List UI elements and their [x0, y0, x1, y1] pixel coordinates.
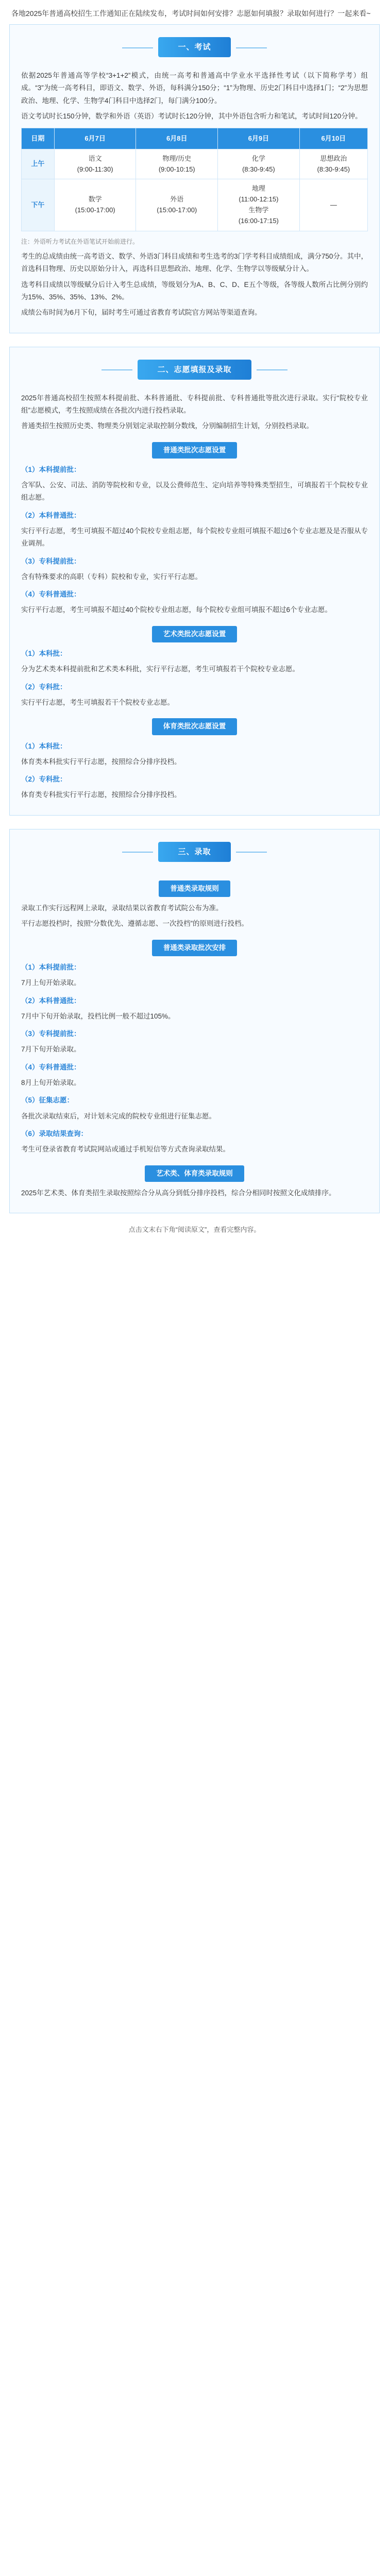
item-title: （1）本科提前批： — [21, 465, 81, 473]
list-item — [10, 681, 379, 709]
item-desc: 7月中下旬开始录取，投档比例一般不超过105%。 — [21, 1012, 175, 1020]
paragraph: 平行志愿投档时，按照“分数优先、遵循志愿、一次投档”的原则进行投档。 — [21, 920, 248, 928]
page — [0, 0, 389, 1248]
table-cell: 物理/历史 (9:00-10:15) — [136, 149, 218, 179]
section-header — [10, 347, 379, 389]
subsection-title: 体育类批次志愿设置 — [152, 718, 238, 735]
section-header — [10, 829, 379, 871]
list-item — [10, 464, 379, 504]
section-application — [9, 347, 380, 816]
table-cell: 思想政治 (8:30-9:45) — [299, 149, 367, 179]
item-desc: 7月下旬开始录取。 — [21, 1045, 81, 1054]
section-exam — [9, 24, 380, 333]
list-item — [10, 961, 379, 990]
table-header-cell: 6月10日 — [299, 128, 367, 149]
item-desc: 含有特殊要求的高职（专科）院校和专业，实行平行志愿。 — [21, 572, 202, 581]
table-note: 注：外语听力考试在外语笔试开始前进行。 — [21, 238, 139, 245]
subsection-tag — [10, 442, 379, 459]
item-desc: 实行平行志愿，考生可填报不超过40个院校专业组志愿，每个院校专业组可填报不超过6个专业志愿及是否服从专业调剂。 — [21, 527, 368, 548]
table-cell: 外语 (15:00-17:00) — [136, 179, 218, 231]
section-title: 二、志愿填报及录取 — [138, 360, 251, 380]
list-item — [10, 740, 379, 769]
list-item — [10, 1061, 379, 1090]
table-row-label: 下午 — [22, 179, 55, 231]
table-cell: 数学 (15:00-17:00) — [54, 179, 136, 231]
paragraph: 普通类招生按照历史类、物理类分别划定录取控制分数线，分别编制招生计划，分别投档录取。 — [21, 422, 313, 430]
item-desc: 考生可登录省教育考试院网站或通过手机短信等方式查询录取结果。 — [21, 1145, 230, 1154]
table-header-row — [22, 128, 368, 149]
item-title: （2）本科普通批： — [21, 511, 81, 519]
list-item — [10, 773, 379, 802]
item-title: （2）本科普通批： — [21, 996, 81, 1005]
item-desc: 8月上旬开始录取。 — [21, 1079, 81, 1087]
item-title: （3）专科提前批： — [21, 1030, 81, 1038]
footer-text: 点击文末右下角“阅读原文”，查看完整内容。 — [128, 1226, 261, 1234]
item-desc: 实行平行志愿，考生可填报若干个院校专业志愿。 — [21, 698, 174, 706]
footer — [0, 1213, 389, 1248]
paragraph: 成绩公布时间为6月下旬，届时考生可通过省教育考试院官方网站等渠道查询。 — [21, 309, 262, 317]
subsection-title: 普通类录取批次安排 — [152, 940, 238, 956]
subsection-title: 普通类录取规则 — [159, 880, 230, 897]
item-title: （5）征集志愿： — [21, 1096, 74, 1105]
list-item — [10, 995, 379, 1023]
intro-text: 各地2025年普通高校招生工作通知正在陆续发布，考试时间如何安排？志愿如何填报？录取如何进行？一起来看~ — [11, 9, 371, 18]
section-title: 三、录取 — [158, 842, 230, 862]
section-header — [10, 25, 379, 66]
table-header-cell: 6月8日 — [136, 128, 218, 149]
list-item — [10, 648, 379, 676]
subsection-tag — [10, 718, 379, 735]
table-cell: 地理 (11:00-12:15) 生物学 (16:00-17:15) — [218, 179, 300, 231]
item-desc: 体育类本科批实行平行志愿，按照综合分排序投档。 — [21, 757, 181, 766]
list-item — [10, 1028, 379, 1056]
table-cell: 语文 (9:00-11:30) — [54, 149, 136, 179]
table-row — [22, 149, 368, 179]
section-admission — [9, 829, 380, 1213]
list-item — [10, 588, 379, 617]
table-cell: — — [299, 179, 367, 231]
item-desc: 体育类专科批实行平行志愿，按照综合分排序投档。 — [21, 791, 181, 799]
paragraph: 录取工作实行远程网上录取，录取结果以省教育考试院公布为准。 — [21, 904, 223, 912]
paragraph: 选考科目成绩以等级赋分后计入考生总成绩，等级划分为A、B、C、D、E五个等级，各等级人数所占比例分别约为15%、35%、35%、13%、2%。 — [21, 280, 368, 301]
item-desc: 分为艺术类本科提前批和艺术类本科批，实行平行志愿，考生可填报若干个院校专业志愿。 — [21, 665, 299, 673]
paragraph: 依据2025年普通高等学校“3+1+2”模式，由统一高考和普通高中学业水平选择性考试（以下简称学考）组成。“3”为统一高考科目，即语文、数学、外语，每科满分150分；“1”为物理、历史2门科目中选择1门；“2”为思想政治、地理、化学、生物学4门科目中选择2门，每门满分100分。 — [21, 72, 368, 105]
item-title: （2）专科批： — [21, 683, 67, 691]
item-title: （4）专科普通批： — [21, 1063, 81, 1071]
table-row-label: 上午 — [22, 149, 55, 179]
table-header-cell: 日期 — [22, 128, 55, 149]
subsection-tag — [10, 626, 379, 642]
list-item — [10, 510, 379, 550]
exam-schedule-table — [21, 128, 368, 231]
item-title: （2）专科批： — [21, 775, 67, 784]
item-title: （1）本科提前批： — [21, 963, 81, 971]
subsection-tag — [10, 880, 379, 897]
subsection-tag — [10, 940, 379, 956]
table-header-cell: 6月9日 — [218, 128, 300, 149]
table-header-cell: 6月7日 — [54, 128, 136, 149]
item-title: （3）专科提前批： — [21, 557, 81, 565]
paragraph: 2025年艺术类、体育类招生录取按照综合分从高分到低分排序投档，综合分相同时按照文化成绩排序。 — [21, 1189, 336, 1197]
list-item — [10, 1094, 379, 1123]
list-item — [10, 1128, 379, 1156]
table-row — [22, 179, 368, 231]
paragraph: 考生的总成绩由统一高考语文、数学、外语3门科目成绩和考生选考的3门学考科目成绩组成，满分750分。其中，首选科目物理、历史以原始分计入，再选科目思想政治、地理、化学、生物学以等级赋分计入。 — [21, 252, 368, 273]
subsection-title: 艺术类、体育类录取规则 — [145, 1165, 244, 1182]
subsection-tag — [10, 1165, 379, 1182]
item-title: （1）本科批： — [21, 742, 67, 750]
intro — [0, 0, 389, 24]
paragraph: 2025年普通高校招生按照本科提前批、本科普通批、专科提前批、专科普通批等批次进行录取。实行“院校专业组”志愿模式，考生按照成绩在各批次内进行投档录取。 — [21, 394, 368, 414]
table-cell: 化学 (8:30-9:45) — [218, 149, 300, 179]
item-desc: 7月上旬开始录取。 — [21, 979, 81, 987]
paragraph: 语文考试时长150分钟，数学和外语（英语）考试时长120分钟，其中外语包含听力和笔试，考试时间120分钟。 — [21, 112, 362, 121]
item-title: （6）录取结果查询： — [21, 1129, 88, 1138]
item-desc: 含军队、公安、司法、消防等院校和专业，以及公费师范生、定向培养等特殊类型招生，可填报若干个院校专业组志愿。 — [21, 481, 368, 502]
item-title: （1）本科批： — [21, 650, 67, 658]
item-title: （4）专科普通批： — [21, 590, 81, 599]
subsection-title: 普通类批次志愿设置 — [152, 442, 238, 459]
item-desc: 实行平行志愿，考生可填报不超过40个院校专业组志愿，每个院校专业组可填报不超过6个专业志愿。 — [21, 606, 332, 614]
section-title: 一、考试 — [158, 37, 230, 57]
list-item — [10, 555, 379, 584]
item-desc: 各批次录取结束后，对计划未完成的院校专业组进行征集志愿。 — [21, 1112, 216, 1120]
subsection-title: 艺术类批次志愿设置 — [152, 626, 238, 642]
